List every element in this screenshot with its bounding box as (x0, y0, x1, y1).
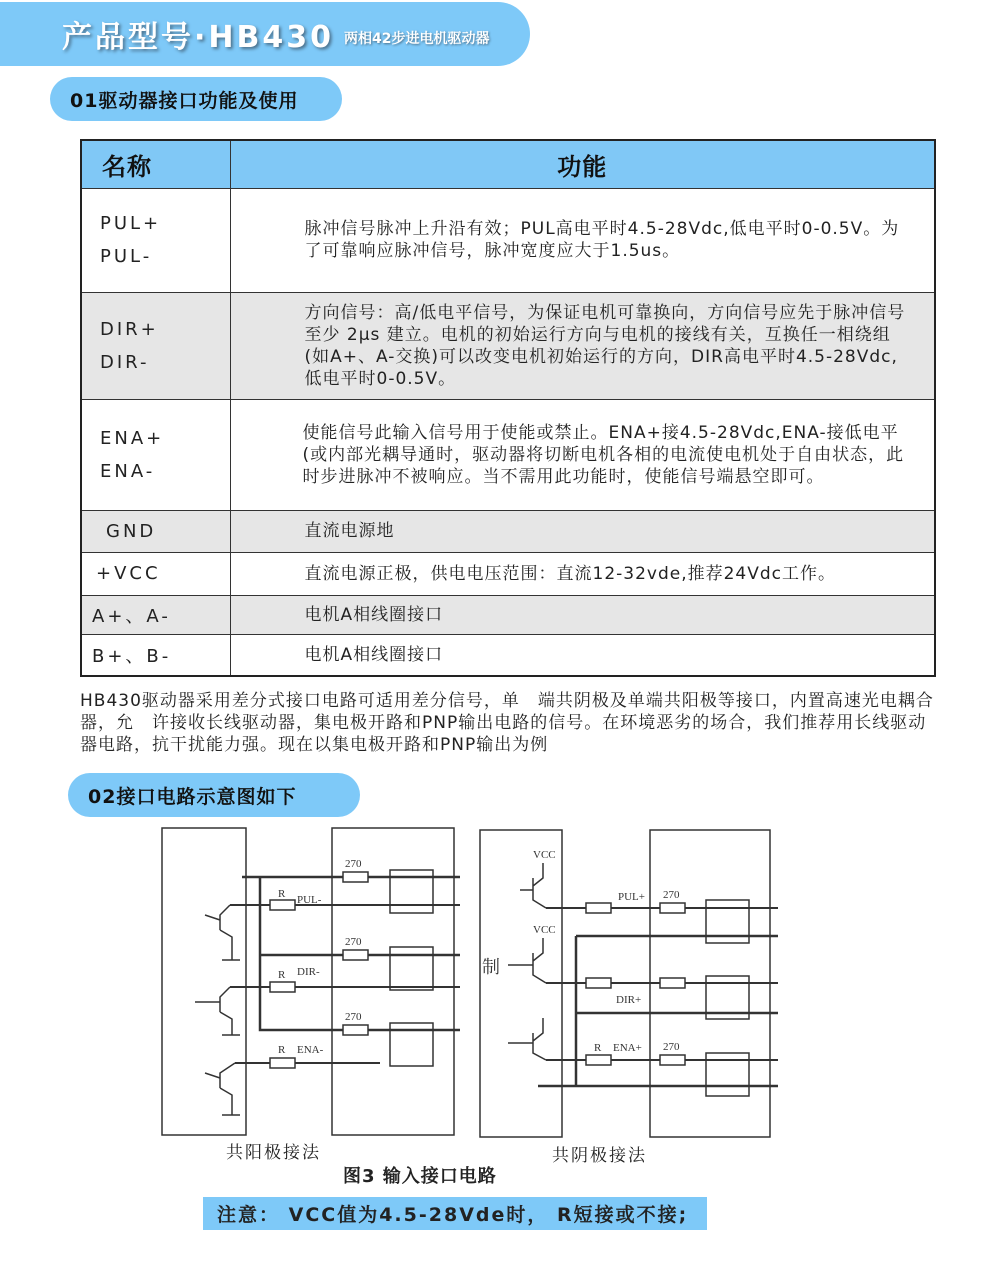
vcc-label: VCC (533, 849, 556, 861)
controller-box (162, 828, 246, 1135)
pin-name: A+、A- (81, 595, 230, 634)
pin-name: PUL+ (100, 213, 162, 234)
dir-minus-label: DIR- (297, 966, 320, 978)
header-function: 功能 (230, 140, 935, 188)
pin-description: 方向信号：高/低电平信号，为保证电机可靠换向，方向信号应先于脉冲信号至少 2μs 建立。电机的初始运行方向与电机的接线有关，互换任一相绕组(如A+、A-交换)可以改变电机初始运行的方向，DIR高电平时4.5-28Vdc,低电平时0-0.5V。 (230, 292, 935, 399)
table-row (81, 292, 935, 399)
pin-description: 电机A相线圈接口 (230, 634, 935, 676)
optocouplers (390, 870, 433, 1066)
header-name: 名称 (81, 140, 230, 188)
common-cathode-circuit-diagram (478, 828, 778, 1140)
common-bus (538, 936, 778, 1086)
interface-description: HB430驱动器采用差分式接口电路可适用差分信号，单 端共阴极及单端共阳极等接口，内置高速光电耦合器，允 许接收长线驱动器，集电极开路和PNP输出电路的信号。在环境恶劣的场合，我们推荐用长线驱动器电路，抗干扰能力强。现在以集电极开路和PNP输出为例 (80, 691, 934, 755)
pin-description: 脉冲信号脉冲上升沿有效；PUL高电平时4.5-28Vdc,低电平时0-0.5V。为了可靠响应脉冲信号，脉冲宽度应大于1.5us。 (230, 188, 935, 292)
common-anode-circuit-diagram (160, 825, 460, 1140)
resistor-label: 270 (663, 1041, 680, 1053)
transistors (195, 905, 240, 1115)
pin-name: +VCC (81, 552, 230, 595)
table-row (81, 188, 935, 292)
pin-description: 使能信号此输入信号用于使能或禁止。ENA+接4.5-28Vdc,ENA-接低电平(或内部光耦导通时，驱动器将切断电机各相的电流使电机处于自由状态，此时步进脉冲不被响应。当不需用此功能时，使能信号端悬空即可。 (230, 399, 935, 510)
transistors (508, 863, 546, 1060)
section-1-heading: 01驱动器接口功能及使用 (50, 77, 342, 121)
pin-description: 直流电源正极，供电电压范围：直流12-32vde,推荐24Vdc工作。 (230, 552, 935, 595)
interface-table (80, 139, 936, 677)
pul-plus-label: PUL+ (618, 891, 645, 903)
pul-minus-label: PUL- (297, 894, 322, 906)
table-row (81, 634, 935, 676)
note-bar: 注意： VCC值为4.5-28Vde时， R短接或不接; (203, 1197, 707, 1230)
table-header-row (81, 140, 935, 188)
pin-name: GND (81, 510, 230, 552)
pin-description: 直流电源地 (230, 510, 935, 552)
table-row (81, 552, 935, 595)
optocouplers (706, 900, 749, 1096)
pin-name: ENA+ (100, 427, 165, 449)
signal-wires (230, 905, 460, 1063)
figure-caption: 图3 输入接口电路 (343, 1166, 497, 1187)
r-label: R (278, 1044, 286, 1056)
pin-description: 电机A相线圈接口 (230, 595, 935, 634)
vcc-label: VCC (533, 924, 556, 936)
pin-name: ENA- (100, 460, 156, 482)
section-2-heading: 02接口电路示意图如下 (68, 773, 360, 817)
dir-plus-label: DIR+ (616, 994, 642, 1006)
pin-name: DIR- (100, 351, 150, 373)
table-row (81, 510, 935, 552)
right-diagram-caption: 共阴极接法 (552, 1146, 647, 1166)
resistor-label: 270 (663, 889, 680, 901)
pin-name: B+、B- (81, 634, 230, 676)
product-subtitle: 两相42步进电机驱动器 (344, 31, 490, 47)
ctrl-label: 制 (482, 957, 500, 977)
left-diagram-caption: 共阳极接法 (226, 1143, 321, 1163)
ena-minus-label: ENA- (297, 1044, 324, 1056)
resistor-label: 270 (345, 1011, 362, 1023)
table-row (81, 399, 935, 510)
product-title: 产品型号·HB430 (62, 20, 334, 55)
resistor-label: 270 (345, 936, 362, 948)
r-label: R (594, 1042, 602, 1054)
header-banner (0, 2, 530, 66)
r-label: R (278, 888, 286, 900)
r-label: R (278, 969, 286, 981)
pin-name: DIR+ (100, 318, 159, 340)
table-row (81, 595, 935, 634)
ena-plus-label: ENA+ (613, 1042, 642, 1054)
resistor-label: 270 (345, 858, 362, 870)
pin-name: PUL- (100, 246, 153, 267)
